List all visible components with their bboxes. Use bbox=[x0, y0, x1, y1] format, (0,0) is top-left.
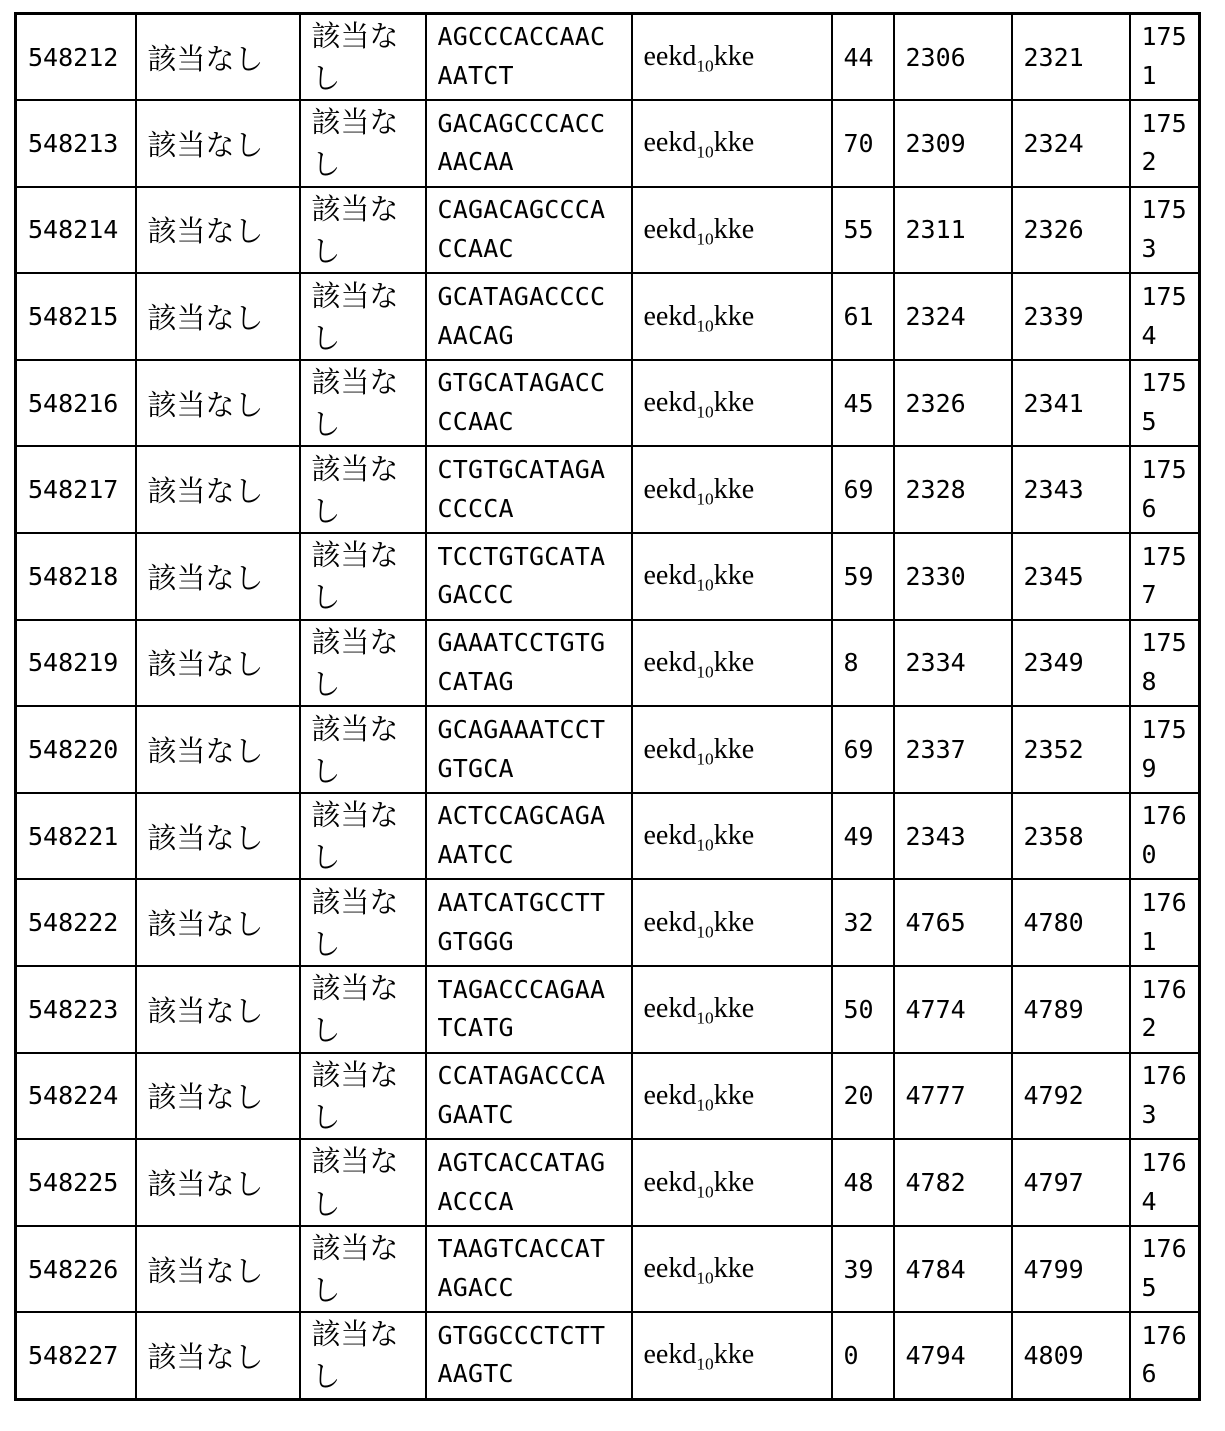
motif-prefix: eekd bbox=[643, 1339, 697, 1371]
cell-sequence bbox=[426, 360, 632, 447]
sequence-number-text: 1759 bbox=[1141, 714, 1187, 783]
table-row bbox=[16, 793, 1200, 880]
cell-score: 69 bbox=[832, 706, 894, 793]
cell-score: 32 bbox=[832, 879, 894, 966]
cell-record-id: 548215 bbox=[16, 273, 136, 360]
cell-not-applicable-1: 該当なし bbox=[136, 1312, 300, 1399]
cell-score: 20 bbox=[832, 1053, 894, 1140]
motif-subscript: 10 bbox=[696, 749, 714, 769]
cell-start-position: 2306 bbox=[894, 14, 1012, 101]
cell-end-position: 2343 bbox=[1012, 446, 1130, 533]
cell-end-position: 4780 bbox=[1012, 879, 1130, 966]
cell-sequence-number bbox=[1130, 273, 1200, 360]
cell-record-id: 548216 bbox=[16, 360, 136, 447]
cell-sequence-number bbox=[1130, 360, 1200, 447]
cell-sequence bbox=[426, 793, 632, 880]
cell-score: 0 bbox=[832, 1312, 894, 1399]
dna-sequence-text: GACAGCCCACCAACAA bbox=[437, 108, 606, 177]
cell-not-applicable-2 bbox=[300, 273, 426, 360]
cell-score: 44 bbox=[832, 14, 894, 101]
cell-score: 55 bbox=[832, 187, 894, 274]
cell-not-applicable-2 bbox=[300, 966, 426, 1053]
cell-not-applicable-2 bbox=[300, 533, 426, 620]
motif-suffix: kke bbox=[713, 1166, 755, 1198]
motif-subscript: 10 bbox=[696, 402, 714, 422]
table-row bbox=[16, 533, 1200, 620]
motif-prefix: eekd bbox=[643, 820, 697, 852]
cell-score: 49 bbox=[832, 793, 894, 880]
sequence-number-text: 1761 bbox=[1141, 887, 1187, 956]
cell-end-position: 4799 bbox=[1012, 1226, 1130, 1313]
cell-not-applicable-1: 該当なし bbox=[136, 966, 300, 1053]
cell-start-position: 2324 bbox=[894, 273, 1012, 360]
cell-not-applicable-2 bbox=[300, 620, 426, 707]
motif-suffix: kke bbox=[713, 213, 755, 245]
cell-not-applicable-1: 該当なし bbox=[136, 273, 300, 360]
cell-start-position: 4774 bbox=[894, 966, 1012, 1053]
motif-suffix: kke bbox=[713, 1253, 755, 1285]
cell-record-id: 548214 bbox=[16, 187, 136, 274]
cell-record-id: 548219 bbox=[16, 620, 136, 707]
cell-end-position: 4792 bbox=[1012, 1053, 1130, 1140]
cell-record-id: 548220 bbox=[16, 706, 136, 793]
cell-start-position: 2328 bbox=[894, 446, 1012, 533]
motif-suffix: kke bbox=[713, 646, 755, 678]
cell-not-applicable-1: 該当なし bbox=[136, 1226, 300, 1313]
motif-prefix: eekd bbox=[643, 646, 697, 678]
cell-sequence bbox=[426, 273, 632, 360]
cell-sequence-number bbox=[1130, 793, 1200, 880]
cell-end-position: 2339 bbox=[1012, 273, 1130, 360]
motif-suffix: kke bbox=[713, 1079, 755, 1111]
cell-start-position: 4777 bbox=[894, 1053, 1012, 1140]
motif-suffix: kke bbox=[713, 733, 755, 765]
cell-start-position: 2343 bbox=[894, 793, 1012, 880]
motif-prefix: eekd bbox=[643, 300, 697, 332]
cell-end-position: 2341 bbox=[1012, 360, 1130, 447]
dna-sequence-text: CCATAGACCCAGAATC bbox=[437, 1061, 606, 1129]
motif-suffix: kke bbox=[713, 41, 755, 73]
motif-subscript: 10 bbox=[696, 1095, 714, 1115]
cell-sequence bbox=[426, 533, 632, 620]
motif-subscript: 10 bbox=[696, 56, 714, 76]
sequence-number-text: 1766 bbox=[1141, 1320, 1187, 1389]
motif-subscript: 10 bbox=[696, 835, 714, 855]
not-applicable-text: 該当なし bbox=[311, 1317, 399, 1394]
sequence-number-text: 1754 bbox=[1141, 281, 1187, 350]
cell-start-position: 2326 bbox=[894, 360, 1012, 447]
table-row bbox=[16, 446, 1200, 533]
cell-motif bbox=[632, 966, 832, 1053]
cell-score: 8 bbox=[832, 620, 894, 707]
cell-score: 48 bbox=[832, 1139, 894, 1226]
motif-suffix: kke bbox=[713, 473, 755, 505]
cell-not-applicable-2 bbox=[300, 187, 426, 274]
not-applicable-text: 該当なし bbox=[311, 538, 399, 615]
cell-end-position: 4789 bbox=[1012, 966, 1130, 1053]
cell-sequence-number bbox=[1130, 706, 1200, 793]
dna-sequence-text: GTGCATAGACCCCAAC bbox=[437, 368, 606, 437]
cell-not-applicable-1: 該当なし bbox=[136, 533, 300, 620]
motif-suffix: kke bbox=[713, 300, 755, 332]
motif-prefix: eekd bbox=[643, 993, 697, 1025]
dna-sequence-text: GCATAGACCCCAACAG bbox=[437, 281, 606, 350]
motif-prefix: eekd bbox=[643, 213, 697, 245]
cell-sequence-number bbox=[1130, 1053, 1200, 1140]
cell-sequence bbox=[426, 1053, 632, 1140]
motif-suffix: kke bbox=[713, 560, 755, 592]
motif-suffix: kke bbox=[713, 906, 755, 938]
cell-end-position: 2324 bbox=[1012, 100, 1130, 187]
cell-start-position: 2330 bbox=[894, 533, 1012, 620]
dna-sequence-text: TAAGTCACCATAGACC bbox=[437, 1234, 606, 1303]
motif-prefix: eekd bbox=[643, 41, 697, 73]
motif-prefix: eekd bbox=[643, 127, 697, 159]
cell-sequence bbox=[426, 879, 632, 966]
cell-end-position: 2326 bbox=[1012, 187, 1130, 274]
cell-record-id: 548221 bbox=[16, 793, 136, 880]
motif-subscript: 10 bbox=[696, 575, 714, 595]
sequence-number-text: 1764 bbox=[1141, 1147, 1187, 1216]
cell-end-position: 2349 bbox=[1012, 620, 1130, 707]
cell-sequence bbox=[426, 620, 632, 707]
cell-sequence-number bbox=[1130, 1139, 1200, 1226]
not-applicable-text: 該当なし bbox=[311, 19, 399, 96]
cell-record-id: 548224 bbox=[16, 1053, 136, 1140]
cell-motif bbox=[632, 1139, 832, 1226]
motif-prefix: eekd bbox=[643, 733, 697, 765]
cell-not-applicable-2 bbox=[300, 360, 426, 447]
cell-sequence-number bbox=[1130, 620, 1200, 707]
cell-sequence bbox=[426, 1226, 632, 1313]
cell-start-position: 4782 bbox=[894, 1139, 1012, 1226]
cell-motif bbox=[632, 620, 832, 707]
table-row bbox=[16, 1312, 1200, 1399]
cell-score: 61 bbox=[832, 273, 894, 360]
not-applicable-text: 該当なし bbox=[311, 971, 399, 1048]
cell-not-applicable-1: 該当なし bbox=[136, 360, 300, 447]
cell-start-position: 2311 bbox=[894, 187, 1012, 274]
cell-record-id: 548222 bbox=[16, 879, 136, 966]
cell-score: 70 bbox=[832, 100, 894, 187]
cell-sequence bbox=[426, 14, 632, 101]
cell-not-applicable-2 bbox=[300, 793, 426, 880]
dna-sequence-text: GAAATCCTGTGCATAG bbox=[437, 628, 606, 696]
not-applicable-text: 該当なし bbox=[311, 105, 399, 182]
cell-record-id: 548227 bbox=[16, 1312, 136, 1399]
not-applicable-text: 該当なし bbox=[311, 191, 399, 268]
table-row bbox=[16, 1053, 1200, 1140]
cell-motif bbox=[632, 187, 832, 274]
cell-sequence-number bbox=[1130, 879, 1200, 966]
motif-prefix: eekd bbox=[643, 387, 697, 419]
cell-not-applicable-2 bbox=[300, 1139, 426, 1226]
motif-prefix: eekd bbox=[643, 906, 697, 938]
cell-motif bbox=[632, 446, 832, 533]
sequence-number-text: 1753 bbox=[1141, 195, 1187, 263]
cell-score: 39 bbox=[832, 1226, 894, 1313]
sequence-number-text: 1760 bbox=[1141, 801, 1187, 870]
motif-suffix: kke bbox=[713, 1339, 755, 1371]
not-applicable-text: 該当なし bbox=[311, 451, 399, 528]
cell-end-position: 2358 bbox=[1012, 793, 1130, 880]
cell-end-position: 2352 bbox=[1012, 706, 1130, 793]
cell-not-applicable-2 bbox=[300, 1053, 426, 1140]
cell-end-position: 4797 bbox=[1012, 1139, 1130, 1226]
cell-sequence-number bbox=[1130, 1312, 1200, 1399]
cell-not-applicable-1: 該当なし bbox=[136, 446, 300, 533]
dna-sequence-text: GTGGCCCTCTTAAGTC bbox=[437, 1320, 606, 1389]
cell-sequence bbox=[426, 446, 632, 533]
motif-prefix: eekd bbox=[643, 1166, 697, 1198]
cell-not-applicable-1: 該当なし bbox=[136, 1053, 300, 1140]
cell-sequence bbox=[426, 1312, 632, 1399]
dna-sequence-text: ACTCCAGCAGAAATCC bbox=[437, 801, 606, 870]
motif-suffix: kke bbox=[713, 127, 755, 159]
cell-not-applicable-2 bbox=[300, 100, 426, 187]
cell-record-id: 548223 bbox=[16, 966, 136, 1053]
not-applicable-text: 該当なし bbox=[311, 884, 399, 961]
cell-record-id: 548226 bbox=[16, 1226, 136, 1313]
motif-suffix: kke bbox=[713, 993, 755, 1025]
table-row bbox=[16, 100, 1200, 187]
not-applicable-text: 該当なし bbox=[311, 711, 399, 788]
dna-sequence-text: CAGACAGCCCACCAAC bbox=[437, 195, 606, 263]
table-row bbox=[16, 360, 1200, 447]
cell-score: 59 bbox=[832, 533, 894, 620]
sequence-number-text: 1751 bbox=[1141, 22, 1187, 91]
cell-start-position: 4784 bbox=[894, 1226, 1012, 1313]
cell-score: 50 bbox=[832, 966, 894, 1053]
table-row bbox=[16, 879, 1200, 966]
sequence-number-text: 1758 bbox=[1141, 628, 1187, 696]
not-applicable-text: 該当なし bbox=[311, 624, 399, 701]
not-applicable-text: 該当なし bbox=[311, 365, 399, 442]
table-row bbox=[16, 620, 1200, 707]
cell-start-position: 2309 bbox=[894, 100, 1012, 187]
sequence-number-text: 1757 bbox=[1141, 541, 1187, 610]
cell-end-position: 2345 bbox=[1012, 533, 1130, 620]
cell-not-applicable-1: 該当なし bbox=[136, 706, 300, 793]
cell-sequence bbox=[426, 187, 632, 274]
dna-sequence-text: GCAGAAATCCTGTGCA bbox=[437, 714, 606, 783]
table-row bbox=[16, 706, 1200, 793]
motif-subscript: 10 bbox=[696, 142, 714, 162]
sequence-number-text: 1763 bbox=[1141, 1061, 1187, 1129]
motif-subscript: 10 bbox=[696, 1008, 714, 1028]
cell-not-applicable-1: 該当なし bbox=[136, 793, 300, 880]
sequence-number-text: 1756 bbox=[1141, 455, 1187, 523]
not-applicable-text: 該当なし bbox=[311, 798, 399, 875]
motif-subscript: 10 bbox=[696, 1268, 714, 1288]
cell-sequence-number bbox=[1130, 1226, 1200, 1313]
cell-not-applicable-1: 該当なし bbox=[136, 1139, 300, 1226]
cell-motif bbox=[632, 1312, 832, 1399]
cell-not-applicable-2 bbox=[300, 446, 426, 533]
cell-sequence-number bbox=[1130, 966, 1200, 1053]
sequence-number-text: 1765 bbox=[1141, 1234, 1187, 1303]
dna-sequence-text: TAGACCCAGAATCATG bbox=[437, 974, 606, 1043]
cell-motif bbox=[632, 1226, 832, 1313]
cell-not-applicable-2 bbox=[300, 879, 426, 966]
not-applicable-text: 該当なし bbox=[311, 1057, 399, 1134]
dna-sequence-text: AGCCCACCAACAATCT bbox=[437, 22, 606, 91]
cell-motif bbox=[632, 793, 832, 880]
cell-sequence-number bbox=[1130, 533, 1200, 620]
cell-not-applicable-2 bbox=[300, 706, 426, 793]
cell-motif bbox=[632, 533, 832, 620]
cell-sequence bbox=[426, 706, 632, 793]
motif-prefix: eekd bbox=[643, 1079, 697, 1111]
cell-score: 69 bbox=[832, 446, 894, 533]
cell-not-applicable-1: 該当なし bbox=[136, 14, 300, 101]
cell-end-position: 2321 bbox=[1012, 14, 1130, 101]
cell-motif bbox=[632, 14, 832, 101]
dna-sequence-text: CTGTGCATAGACCCCA bbox=[437, 455, 606, 523]
cell-motif bbox=[632, 706, 832, 793]
cell-record-id: 548213 bbox=[16, 100, 136, 187]
dna-sequence-text: AATCATGCCTTGTGGG bbox=[437, 887, 606, 956]
cell-sequence-number bbox=[1130, 100, 1200, 187]
motif-subscript: 10 bbox=[696, 662, 714, 682]
cell-motif bbox=[632, 879, 832, 966]
sequence-listing-table bbox=[14, 12, 1201, 1401]
cell-not-applicable-1: 該当なし bbox=[136, 187, 300, 274]
cell-not-applicable-2 bbox=[300, 1226, 426, 1313]
table-row bbox=[16, 14, 1200, 101]
cell-score: 45 bbox=[832, 360, 894, 447]
motif-subscript: 10 bbox=[696, 922, 714, 942]
cell-not-applicable-1: 該当なし bbox=[136, 620, 300, 707]
cell-record-id: 548212 bbox=[16, 14, 136, 101]
cell-record-id: 548225 bbox=[16, 1139, 136, 1226]
cell-not-applicable-1: 該当なし bbox=[136, 100, 300, 187]
cell-record-id: 548218 bbox=[16, 533, 136, 620]
cell-not-applicable-2 bbox=[300, 1312, 426, 1399]
cell-sequence bbox=[426, 100, 632, 187]
sequence-number-text: 1752 bbox=[1141, 108, 1187, 177]
not-applicable-text: 該当なし bbox=[311, 1231, 399, 1308]
dna-sequence-text: AGTCACCATAGACCCA bbox=[437, 1147, 606, 1216]
motif-prefix: eekd bbox=[643, 560, 697, 592]
cell-start-position: 4765 bbox=[894, 879, 1012, 966]
cell-start-position: 2337 bbox=[894, 706, 1012, 793]
cell-sequence-number bbox=[1130, 187, 1200, 274]
table-row bbox=[16, 1226, 1200, 1313]
cell-sequence bbox=[426, 966, 632, 1053]
cell-sequence bbox=[426, 1139, 632, 1226]
cell-motif bbox=[632, 360, 832, 447]
table-row bbox=[16, 1139, 1200, 1226]
cell-start-position: 2334 bbox=[894, 620, 1012, 707]
cell-motif bbox=[632, 100, 832, 187]
sequence-number-text: 1762 bbox=[1141, 974, 1187, 1043]
motif-subscript: 10 bbox=[696, 489, 714, 509]
sequence-number-text: 1755 bbox=[1141, 368, 1187, 437]
motif-prefix: eekd bbox=[643, 473, 697, 505]
table-row bbox=[16, 966, 1200, 1053]
cell-sequence-number bbox=[1130, 446, 1200, 533]
cell-not-applicable-1: 該当なし bbox=[136, 879, 300, 966]
not-applicable-text: 該当なし bbox=[311, 278, 399, 355]
cell-not-applicable-2 bbox=[300, 14, 426, 101]
not-applicable-text: 該当なし bbox=[311, 1144, 399, 1221]
cell-start-position: 4794 bbox=[894, 1312, 1012, 1399]
motif-suffix: kke bbox=[713, 820, 755, 852]
motif-suffix: kke bbox=[713, 387, 755, 419]
cell-motif bbox=[632, 1053, 832, 1140]
dna-sequence-text: TCCTGTGCATAGACCC bbox=[437, 541, 606, 610]
motif-subscript: 10 bbox=[696, 1182, 714, 1202]
table-row bbox=[16, 273, 1200, 360]
motif-subscript: 10 bbox=[696, 1355, 714, 1375]
table-row bbox=[16, 187, 1200, 274]
cell-sequence-number bbox=[1130, 14, 1200, 101]
cell-motif bbox=[632, 273, 832, 360]
cell-record-id: 548217 bbox=[16, 446, 136, 533]
cell-end-position: 4809 bbox=[1012, 1312, 1130, 1399]
motif-subscript: 10 bbox=[696, 316, 714, 336]
motif-prefix: eekd bbox=[643, 1253, 697, 1285]
motif-subscript: 10 bbox=[696, 229, 714, 249]
